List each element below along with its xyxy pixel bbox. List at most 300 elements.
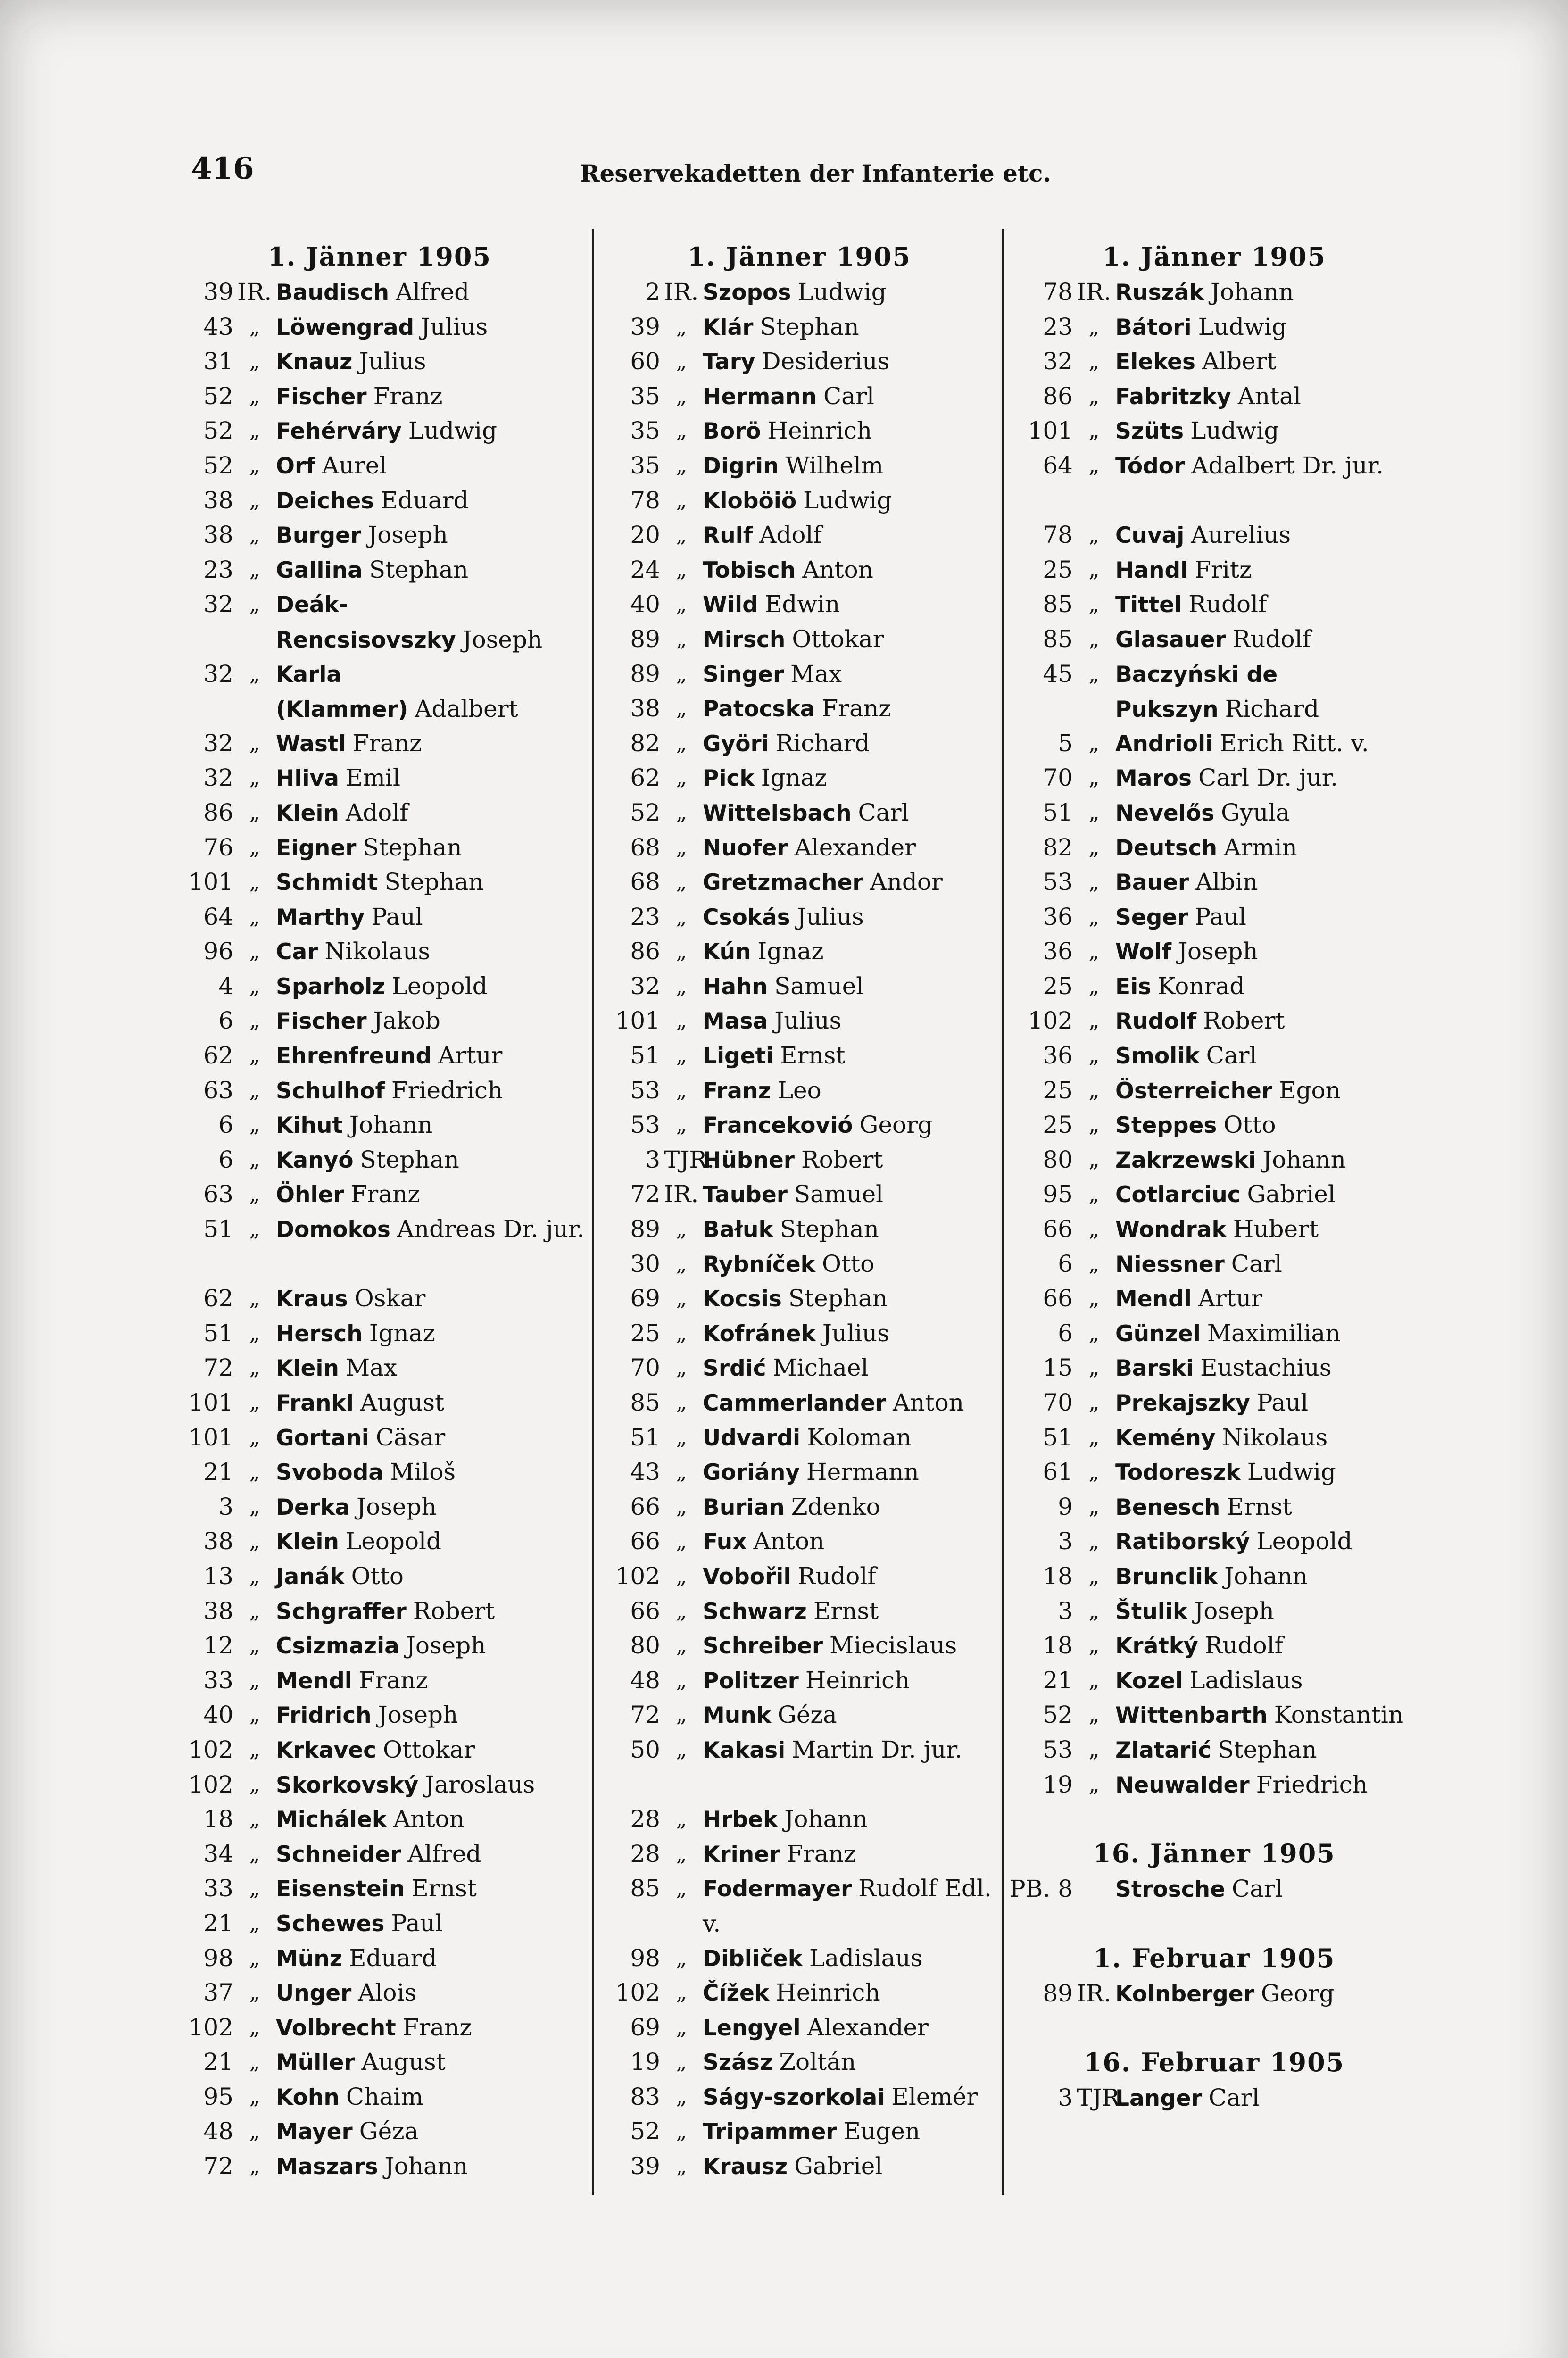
roster-entry <box>1009 1038 1419 1073</box>
surname: Burian <box>703 1494 785 1520</box>
surname: Fabritzky <box>1115 383 1231 410</box>
unit-type: „ <box>676 1529 687 1554</box>
unit-type: „ <box>1088 939 1100 964</box>
unit-number: 33 <box>203 1875 233 1902</box>
unit-number: 25 <box>1043 1076 1073 1104</box>
unit-number: 36 <box>1043 938 1073 965</box>
given-name: Julius <box>822 1319 889 1347</box>
cadet-name <box>276 830 589 866</box>
given-name: Johann <box>349 1111 433 1139</box>
roster-entry <box>170 657 589 726</box>
roster-entry <box>1009 379 1419 414</box>
roster-entry <box>597 726 1002 761</box>
cadet-name <box>1115 1524 1419 1560</box>
given-name: Ludwig <box>1190 417 1279 445</box>
unit-type: „ <box>249 662 260 686</box>
cadet-name <box>1115 1768 1419 1803</box>
roster-entry <box>1009 1386 1419 1420</box>
unit-type: „ <box>676 870 687 895</box>
roster-entry <box>597 622 1002 657</box>
unit-type: „ <box>1088 384 1100 408</box>
given-name: Joseph <box>406 1632 486 1660</box>
unit-type: „ <box>249 315 260 339</box>
given-name: Konrad <box>1158 972 1245 1000</box>
unit-type: IR. <box>237 278 272 306</box>
given-name: Cäsar <box>375 1423 446 1451</box>
given-name: Ignaz <box>761 764 827 792</box>
unit-number: 40 <box>203 1701 233 1729</box>
roster-entry <box>597 1073 1002 1108</box>
unit-number: 61 <box>1043 1458 1073 1486</box>
unit-type: IR. <box>1077 278 1112 306</box>
given-name: Gabriel <box>794 2152 883 2180</box>
unit-number: 45 <box>1043 660 1073 688</box>
surname: Kanyó <box>276 1147 354 1173</box>
unit-type: „ <box>676 1078 687 1103</box>
cadet-name <box>703 1316 1002 1352</box>
unit-number: 85 <box>630 1875 660 1902</box>
cadet-name <box>1115 726 1419 762</box>
unit-number: 21 <box>203 1458 233 1486</box>
unit-number: 72 <box>203 1354 233 1382</box>
surname: Schreiber <box>703 1633 823 1660</box>
unit-type: „ <box>249 1113 260 1137</box>
cadet-name <box>276 761 589 796</box>
surname: Kún <box>703 939 751 965</box>
given-name: Gyula <box>1221 798 1290 826</box>
date-heading: 1. Februar 1905 <box>1093 1943 1336 1973</box>
given-name: Joseph <box>357 1493 437 1520</box>
unit-number: 85 <box>1043 590 1073 618</box>
surname: Wondrak <box>1115 1217 1227 1243</box>
unit-number: 50 <box>630 1735 660 1763</box>
given-name: Alexander <box>794 833 916 861</box>
cadet-name <box>703 1247 1002 1282</box>
unit-type: „ <box>676 939 687 964</box>
unit-number: 78 <box>1043 278 1073 306</box>
unit-number: 89 <box>630 660 660 688</box>
cadet-name <box>703 344 1002 380</box>
unit-number: 28 <box>630 1805 660 1833</box>
unit-number: 86 <box>203 798 233 826</box>
given-name: Nikolaus <box>324 938 431 965</box>
cadet-name <box>703 830 1002 866</box>
unit-type: „ <box>676 1599 687 1623</box>
surname: Schulhof <box>276 1078 385 1104</box>
unit-number: 60 <box>630 348 660 375</box>
unit-type: „ <box>676 1356 687 1380</box>
roster-entry <box>170 1420 589 1455</box>
given-name: Max <box>790 660 842 688</box>
cadet-name <box>1115 1663 1419 1699</box>
roster-entry <box>170 1663 589 1698</box>
surname: Francekovió <box>703 1113 853 1139</box>
unit-type: „ <box>676 697 687 721</box>
given-name: Julius <box>774 1007 842 1035</box>
cadet-name <box>1115 1108 1419 1143</box>
unit-number: 20 <box>630 521 660 549</box>
unit-number: 18 <box>1043 1632 1073 1660</box>
roster-entry <box>597 1559 1002 1594</box>
unit-type: „ <box>676 835 687 860</box>
given-name: Franz <box>358 1666 428 1694</box>
given-name: Desiderius <box>762 348 890 375</box>
surname: Eis <box>1115 973 1152 1000</box>
surname: Schwarz <box>703 1598 807 1625</box>
cadet-name <box>703 1177 1002 1212</box>
date-heading: 1. Jänner 1905 <box>267 241 492 272</box>
roster-entry <box>170 1281 589 1316</box>
cadet-name <box>276 2080 589 2115</box>
given-name: Franz <box>402 2013 472 2041</box>
roster-entry <box>170 2080 589 2115</box>
unit-type: „ <box>676 2084 687 2109</box>
cadet-name <box>703 1524 1002 1560</box>
unit-type: „ <box>249 1876 260 1901</box>
given-name: Artur <box>438 1042 503 1070</box>
given-name: Joseph <box>1178 938 1258 965</box>
cadet-name <box>1115 518 1419 553</box>
surname: Burger <box>276 523 362 549</box>
unit-number: 3 <box>1058 2084 1073 2112</box>
surname: Kolnberger <box>1115 1981 1254 2007</box>
surname: Seger <box>1115 904 1188 930</box>
cadet-name <box>1115 1073 1419 1109</box>
surname: Wild <box>703 592 758 618</box>
unit-type: „ <box>249 1287 260 1311</box>
given-name: Ottokar <box>792 625 884 653</box>
unit-type: „ <box>249 1009 260 1033</box>
surname: Wittelsbach <box>703 800 852 826</box>
roster-entry <box>170 1524 589 1559</box>
given-name: Miloš <box>390 1458 456 1486</box>
unit-number: 101 <box>188 1423 233 1451</box>
surname: Fischer <box>276 383 367 410</box>
surname: Elekes <box>1115 349 1195 375</box>
roster-entry <box>1009 344 1419 379</box>
surname: Schewes <box>276 1910 385 1937</box>
given-name: Oskar <box>354 1285 426 1312</box>
surname: Orf <box>276 453 315 479</box>
unit-number: 21 <box>203 2048 233 2076</box>
cadet-name <box>703 1038 1002 1074</box>
cadet-name <box>1115 2081 1419 2116</box>
cadet-name <box>1115 1455 1419 1490</box>
unit-number: 39 <box>203 278 233 306</box>
given-name: Eduard <box>349 1944 437 1972</box>
roster-entry <box>597 934 1002 969</box>
given-name: Julius <box>796 903 864 930</box>
surname: Kocsis <box>703 1286 782 1312</box>
unit-number: 51 <box>1043 1423 1073 1451</box>
surname: Deák-Rencsisovszky <box>276 592 456 653</box>
surname: Tittel <box>1115 592 1182 618</box>
roster-entry <box>1009 1247 1419 1282</box>
unit-number: PB. 8 <box>1010 1875 1073 1903</box>
unit-type: „ <box>1088 349 1100 374</box>
roster-entry <box>170 587 589 656</box>
unit-number: 6 <box>1058 1319 1073 1347</box>
unit-type: „ <box>1088 557 1100 582</box>
cadet-name <box>1115 1004 1419 1039</box>
unit-type: „ <box>676 800 687 825</box>
given-name: Johann <box>1210 278 1294 306</box>
given-name: Ludwig <box>1198 313 1287 340</box>
unit-type: „ <box>676 315 687 339</box>
unit-number: 62 <box>630 764 660 792</box>
unit-type: „ <box>249 974 260 998</box>
roster-entry <box>597 2045 1002 2080</box>
roster-entry <box>597 1976 1002 2010</box>
unit-number: 12 <box>203 1632 233 1660</box>
unit-type: „ <box>1088 1009 1100 1033</box>
roster-entry <box>1009 900 1419 935</box>
given-name: Carl <box>823 382 874 410</box>
surname: Karla (Klammer) <box>276 661 408 723</box>
surname: Smolik <box>1115 1043 1200 1070</box>
cadet-name <box>703 1386 1002 1421</box>
roster-entry <box>170 1802 589 1837</box>
given-name: Zoltán <box>779 2048 856 2076</box>
surname: Štulik <box>1115 1598 1188 1625</box>
cadet-name <box>276 865 589 900</box>
unit-number: 36 <box>1043 903 1073 930</box>
unit-number: 53 <box>1043 868 1073 896</box>
unit-type: „ <box>676 2154 687 2179</box>
cadet-name <box>276 1663 589 1699</box>
unit-number: 102 <box>1028 1007 1073 1035</box>
roster-entry <box>170 865 589 900</box>
roster-entry <box>597 1351 1002 1386</box>
surname: Szopos <box>703 280 791 306</box>
unit-number: 32 <box>203 729 233 757</box>
unit-type: „ <box>249 1911 260 1935</box>
given-name: Friedrich <box>1256 1770 1368 1798</box>
unit-number: 4 <box>218 972 233 1000</box>
unit-number: 48 <box>630 1666 660 1694</box>
surname: Krausz <box>703 2154 788 2180</box>
unit-number: 85 <box>630 1389 660 1416</box>
given-name: Anton <box>893 1389 964 1416</box>
cadet-name <box>276 1906 589 1942</box>
roster-entry <box>170 1698 589 1733</box>
cadet-name <box>1115 1698 1419 1733</box>
surname: Janák <box>276 1563 345 1590</box>
unit-type: „ <box>676 592 687 617</box>
running-head: Reservekadetten der Infanterie etc. <box>580 159 1051 187</box>
surname: Frankl <box>276 1390 354 1416</box>
surname: Tobisch <box>703 557 796 583</box>
roster-entry <box>170 1108 589 1143</box>
roster-entry <box>1009 761 1419 796</box>
unit-type: „ <box>676 1842 687 1866</box>
date-heading: 1. Jänner 1905 <box>1102 241 1327 272</box>
surname: Zakrzewski <box>1115 1147 1256 1173</box>
surname: Cammerlander <box>703 1390 887 1416</box>
unit-type: „ <box>676 662 687 686</box>
roster-entry <box>1009 796 1419 830</box>
surname: Lengyel <box>703 2015 801 2041</box>
unit-number: 31 <box>203 348 233 375</box>
surname: Eisenstein <box>276 1876 405 1902</box>
unit-number: 63 <box>203 1180 233 1208</box>
roster-entry <box>170 1073 589 1108</box>
surname: Csizmazia <box>276 1633 399 1660</box>
cadet-name <box>276 1038 589 1074</box>
unit-type: IR. <box>1077 1979 1112 2007</box>
given-name: Nikolaus <box>1222 1423 1328 1451</box>
roster-entry <box>1009 1663 1419 1698</box>
unit-type: „ <box>249 2119 260 2144</box>
given-name: Michael <box>772 1354 869 1382</box>
roster-entry <box>1009 1628 1419 1663</box>
unit-number: 101 <box>188 868 233 896</box>
unit-type: „ <box>676 384 687 408</box>
roster-entry <box>597 1177 1002 1212</box>
unit-type: „ <box>1088 453 1100 478</box>
given-name: Armin <box>1224 833 1297 861</box>
surname: Munk <box>703 1702 771 1729</box>
given-name: Samuel <box>794 1180 884 1208</box>
unit-number: 37 <box>203 1979 233 2007</box>
cadet-name <box>703 1698 1002 1733</box>
unit-number: 24 <box>630 556 660 583</box>
unit-type: „ <box>249 1460 260 1485</box>
roster-entry <box>1009 934 1419 969</box>
unit-number: 28 <box>630 1840 660 1868</box>
given-name: Hubert <box>1233 1215 1319 1243</box>
unit-number: 64 <box>1043 451 1073 479</box>
unit-type: „ <box>249 384 260 408</box>
cadet-name <box>276 275 589 310</box>
unit-type: „ <box>1088 1495 1100 1519</box>
given-name: Richard <box>1225 695 1319 723</box>
roster-entry <box>1009 1455 1419 1490</box>
unit-type: „ <box>1088 315 1100 339</box>
unit-type: „ <box>1088 419 1100 443</box>
given-name: Leo <box>777 1076 821 1104</box>
unit-type: TJR. <box>1077 2084 1127 2112</box>
roster-entry <box>597 865 1002 900</box>
roster-entry <box>1009 1698 1419 1733</box>
roster-entry <box>170 344 589 379</box>
unit-number: 38 <box>203 1597 233 1625</box>
roster-entry <box>597 657 1002 692</box>
cadet-name <box>276 1837 589 1872</box>
cadet-name <box>703 900 1002 935</box>
unit-type: „ <box>676 1495 687 1519</box>
surname: Marthy <box>276 904 365 930</box>
roster-entry <box>170 1628 589 1663</box>
cadet-name <box>276 1802 589 1837</box>
roster-entry <box>170 1733 589 1768</box>
given-name: Johann <box>784 1805 868 1833</box>
given-name: Emil <box>345 764 400 792</box>
surname: Hahn <box>703 973 768 1000</box>
surname: Bauer <box>1115 870 1189 896</box>
unit-type: „ <box>249 2050 260 2075</box>
unit-type: „ <box>1088 1044 1100 1068</box>
unit-number: 70 <box>630 1354 660 1382</box>
unit-number: 102 <box>615 1979 660 2007</box>
cadet-name <box>1115 830 1419 866</box>
surname: Gortani <box>276 1425 369 1451</box>
given-name: Alfred <box>407 1840 481 1868</box>
roster-entry <box>597 1038 1002 1073</box>
roster-entry <box>1009 1524 1419 1559</box>
cadet-name <box>703 1871 1002 1941</box>
unit-number: 101 <box>188 1389 233 1416</box>
cadet-name <box>703 657 1002 692</box>
cadet-name <box>703 969 1002 1005</box>
given-name: Paul <box>1256 1389 1309 1416</box>
cadet-name <box>703 1663 1002 1699</box>
surname: Bałuk <box>703 1217 773 1243</box>
roster-entry <box>597 1871 1002 1941</box>
unit-number: 101 <box>615 1007 660 1035</box>
given-name: Gabriel <box>1247 1180 1336 1208</box>
unit-number: 98 <box>203 1944 233 1972</box>
cadet-name <box>1115 1177 1419 1212</box>
unit-number: 86 <box>1043 382 1073 410</box>
cadet-name <box>1115 1143 1419 1178</box>
given-name: Joseph <box>462 625 543 653</box>
unit-number: 66 <box>630 1597 660 1625</box>
unit-type: „ <box>1088 1634 1100 1658</box>
unit-type: „ <box>1088 731 1100 756</box>
given-name: Anton <box>393 1805 465 1833</box>
surname: Ratiborský <box>1115 1529 1250 1555</box>
given-name: Leopold <box>345 1528 441 1555</box>
given-name: Stephan <box>760 313 859 340</box>
unit-number: 62 <box>203 1285 233 1312</box>
surname: Pick <box>703 765 755 792</box>
surname: Deutsch <box>1115 835 1218 861</box>
roster-entry <box>597 344 1002 379</box>
unit-type: „ <box>249 1425 260 1450</box>
unit-type: „ <box>249 1599 260 1623</box>
surname: Derka <box>276 1494 350 1520</box>
cadet-name <box>276 1420 589 1456</box>
cadet-name <box>703 1073 1002 1109</box>
surname: Kofránek <box>703 1320 816 1347</box>
given-name: Alexander <box>807 2013 929 2041</box>
surname: Nuofer <box>703 835 788 861</box>
cadet-name <box>276 726 589 762</box>
roster-entry <box>170 1871 589 1906</box>
given-name: Stephan <box>384 868 484 896</box>
unit-type: „ <box>676 766 687 790</box>
unit-type: „ <box>1088 1425 1100 1450</box>
unit-type: „ <box>249 453 260 478</box>
given-name: Aurelius <box>1191 521 1291 549</box>
surname: Nevelős <box>1115 800 1215 826</box>
cadet-name <box>1115 934 1419 970</box>
cadet-name <box>276 1143 589 1178</box>
roster-entry <box>597 379 1002 414</box>
cadet-name <box>703 1420 1002 1456</box>
cadet-name <box>703 865 1002 900</box>
unit-type: „ <box>249 800 260 825</box>
roster-entry <box>597 1108 1002 1143</box>
roster-entry <box>1009 1768 1419 1802</box>
unit-type: „ <box>676 1807 687 1832</box>
roster-entry <box>597 1524 1002 1559</box>
roster-entry <box>170 2114 589 2149</box>
surname: Niessner <box>1115 1251 1225 1278</box>
roster-entry <box>170 1143 589 1178</box>
roster-entry <box>597 796 1002 830</box>
